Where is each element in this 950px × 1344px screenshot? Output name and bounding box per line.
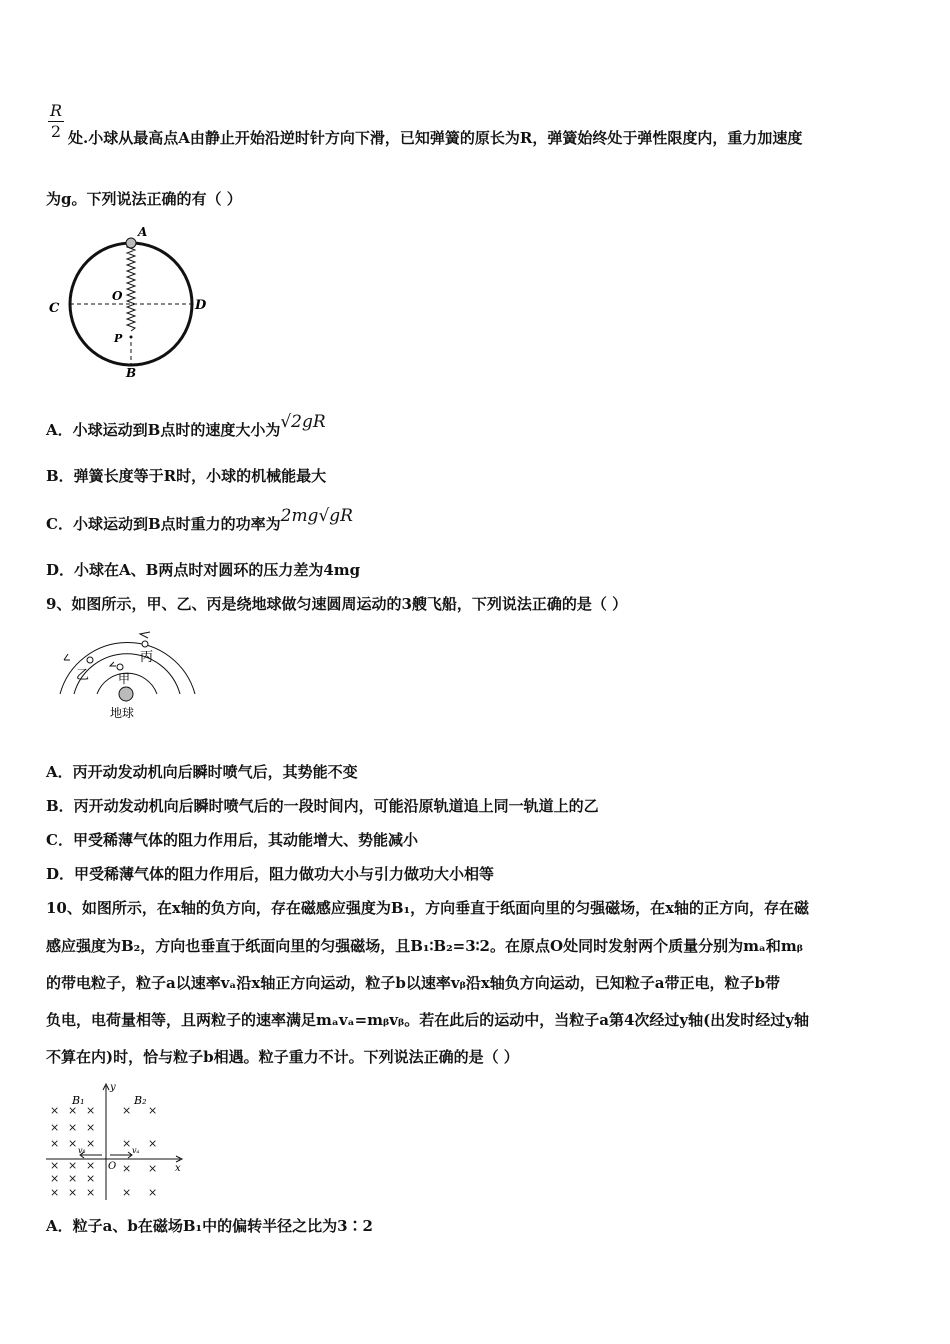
magnetic-field-figure (44, 1080, 189, 1205)
q8-option-c (46, 506, 353, 534)
svg-text:×: × (50, 1159, 60, 1172)
svg-text:×: × (86, 1137, 96, 1150)
spring (127, 244, 135, 331)
q8-option-b: B．弹簧长度等于R时，小球的机械能最大 (46, 467, 327, 485)
fraction-numerator: R (49, 101, 63, 120)
q10-line-5: 不算在内)时，恰与粒子b相遇。粒子重力不计。下列说法正确的是（ ） (46, 1048, 519, 1066)
svg-text:×: × (86, 1186, 96, 1199)
point-p (130, 336, 133, 339)
q10-line-1: 10、如图所示，在x轴的负方向，存在磁感应强度为B₁，方向垂直于纸面向里的匀强磁场，在x轴的正方向，存在磁 (46, 899, 810, 917)
orbit-figure (52, 624, 202, 724)
svg-text:×: × (68, 1186, 78, 1199)
svg-text:×: × (50, 1137, 60, 1150)
svg-text:×: × (86, 1104, 96, 1117)
svg-text:×: × (148, 1137, 158, 1150)
ship-jia (117, 664, 123, 670)
svg-text:×: × (86, 1159, 96, 1172)
q10-line-3: 的带电粒子，粒子a以速率vₐ沿x轴正方向运动，粒子b以速率vᵦ沿x轴负方向运动，已知粒子a带正电，粒子b带 (46, 974, 780, 992)
arrow-middle (110, 662, 116, 666)
svg-text:×: × (148, 1162, 158, 1175)
svg-text:×: × (50, 1186, 60, 1199)
q8-option-a (46, 412, 326, 440)
svg-text:×: × (122, 1162, 132, 1175)
label-b2: B₂ (134, 1094, 147, 1107)
q9-option-c: C．甲受稀薄气体的阻力作用后，其动能增大、势能减小 (46, 831, 418, 849)
svg-text:×: × (68, 1159, 78, 1172)
intro-line-1: 处.小球从最高点A由静止开始沿逆时针方向下滑，已知弹簧的原长为R，弹簧始终处于弹性限度内，重力加速度 (68, 129, 803, 147)
q10-option-a: A．粒子a、b在磁场B₁中的偏转半径之比为3∶2 (46, 1217, 373, 1235)
label-a: A (138, 225, 148, 239)
label-y: y (110, 1082, 116, 1093)
label-d: D (195, 298, 207, 313)
svg-text:×: × (68, 1104, 78, 1117)
label-b: B (126, 366, 137, 380)
svg-text:×: × (86, 1121, 96, 1134)
q8-option-c-math: 2mg√gR (280, 506, 353, 526)
fraction-denominator: 2 (50, 122, 62, 141)
svg-text:×: × (50, 1104, 60, 1117)
label-c: C (49, 301, 60, 316)
q10-line-4: 负电，电荷量相等，且两粒子的速率满足mₐvₐ=mᵦvᵦ。若在此后的运动中，当粒子a第4次经过y轴(出发时经过y轴 (46, 1011, 809, 1029)
ring (70, 243, 192, 365)
ship-bing (142, 641, 148, 647)
q8-option-a-text: A．小球运动到B点时的速度大小为 (46, 421, 281, 439)
earth (119, 687, 133, 701)
q8-option-c-text: C．小球运动到B点时重力的功率为 (46, 515, 281, 533)
label-o: O (108, 1161, 117, 1172)
svg-text:×: × (50, 1121, 60, 1134)
q9-option-b: B．丙开动发动机向后瞬时喷气后的一段时间内，可能沿原轨道追上同一轨道上的乙 (46, 797, 599, 815)
label-bing: 丙 (140, 650, 154, 665)
q8-option-d: D．小球在A、B两点时对圆环的压力差为4mg (46, 561, 361, 579)
label-va: vₐ (132, 1146, 140, 1155)
vb-arrow (80, 1152, 102, 1158)
q9-option-d: D．甲受稀薄气体的阻力作用后，阻力做功大小与引力做功大小相等 (46, 865, 495, 883)
label-o: O (112, 289, 123, 303)
ship-yi (87, 657, 93, 663)
circle-spring-figure (44, 222, 219, 382)
fraction-r-over-2 (46, 102, 66, 141)
svg-text:×: × (68, 1137, 78, 1150)
svg-text:×: × (148, 1186, 158, 1199)
svg-text:×: × (148, 1104, 158, 1117)
svg-text:×: × (50, 1172, 60, 1185)
label-yi: 乙 (76, 668, 90, 683)
ball (126, 238, 136, 248)
label-p: P (114, 332, 123, 345)
svg-text:×: × (122, 1104, 132, 1117)
svg-text:×: × (68, 1121, 78, 1134)
label-vb: vᵦ (78, 1146, 86, 1155)
label-earth: 地球 (110, 706, 135, 720)
q8-option-a-math: √2gR (280, 412, 326, 432)
arrow-outer (140, 632, 150, 638)
arrow-left (64, 654, 70, 660)
label-jia: 甲 (118, 672, 131, 686)
svg-text:×: × (86, 1172, 96, 1185)
svg-text:×: × (122, 1186, 132, 1199)
q9-stem: 9、如图所示，甲、乙、丙是绕地球做匀速圆周运动的3艘飞船，下列说法正确的是（ ） (46, 595, 628, 613)
q10-line-2: 感应强度为B₂，方向也垂直于纸面向里的匀强磁场，且B₁∶B₂=3∶2。在原点O处同时发射两个质量分别为mₐ和mᵦ (46, 937, 804, 955)
svg-text:×: × (122, 1137, 132, 1150)
field-crosses (50, 1104, 157, 1199)
label-b1: B₁ (72, 1094, 85, 1107)
svg-text:×: × (68, 1172, 78, 1185)
q9-option-a: A．丙开动发动机向后瞬时喷气后，其势能不变 (46, 763, 358, 781)
label-x: x (175, 1163, 181, 1174)
va-arrow (110, 1152, 132, 1158)
intro-line-2: 为g。下列说法正确的有（ ） (46, 190, 242, 208)
